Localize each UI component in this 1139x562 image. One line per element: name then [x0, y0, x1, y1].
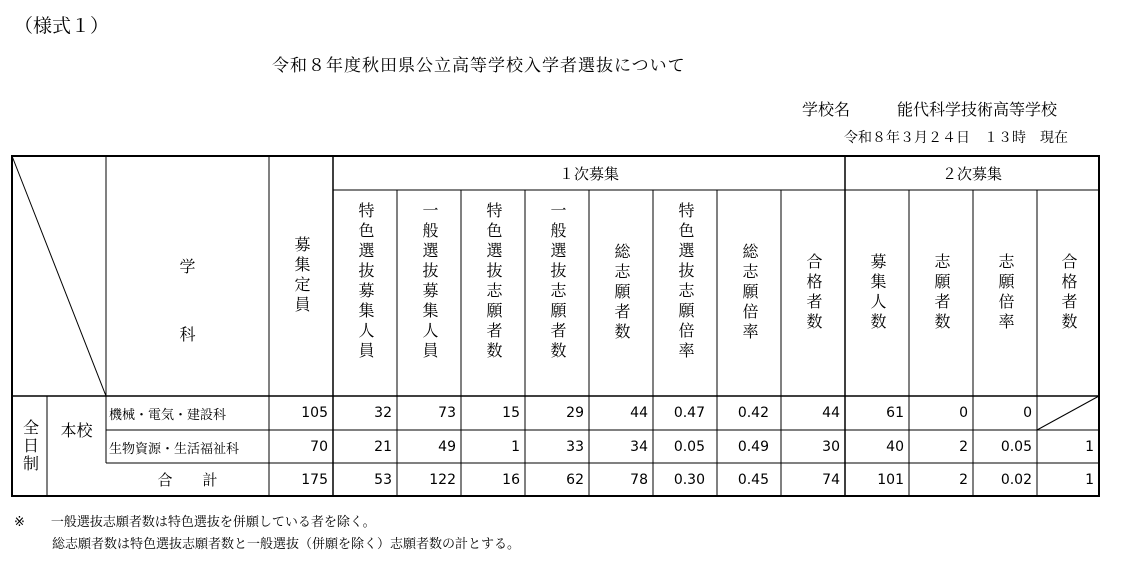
row2-first-2: 49	[438, 439, 456, 455]
row1-first-2: 73	[438, 405, 456, 421]
row1-first-3: 15	[502, 405, 520, 421]
note-2: 総志願者数は特色選抜志願者数と一般選抜（併願を除く）志願者数の計とする。	[52, 537, 521, 552]
dept-name-row2: 生物資源・生活福祉科	[109, 442, 240, 457]
first-header-6-text: 特色選抜志願倍率	[676, 202, 695, 362]
first-header-8-text: 合格者数	[804, 253, 823, 333]
first-header-2-text: 一般選抜募集人員	[420, 202, 439, 362]
row1-second-3: 0	[1023, 405, 1032, 421]
total-quota: 175	[301, 472, 328, 488]
document-title: 令和８年度秋田県公立高等学校入学者選抜について	[272, 56, 686, 76]
notes	[14, 512, 520, 556]
total-first-3: 16	[502, 472, 520, 488]
row1-first-6: 0.47	[673, 405, 705, 421]
row2-first-5: 34	[630, 439, 648, 455]
second-header-4	[1037, 190, 1099, 396]
form-label: （様式１）	[14, 15, 110, 37]
row2-second-2: 2	[959, 439, 968, 455]
row2-first-1: 21	[374, 439, 392, 455]
first-header-4-text: 一般選抜志願者数	[548, 202, 567, 362]
row1-first-5: 44	[630, 405, 648, 421]
total-label: 合 計	[157, 471, 218, 489]
second-header-2-text: 志願者数	[932, 253, 951, 333]
second-header-4-text: 合格者数	[1059, 253, 1078, 333]
second-header-3-text: 志願倍率	[996, 253, 1015, 333]
course-type: 全日制	[20, 419, 40, 473]
row2-first-8: 30	[822, 439, 840, 455]
row1-second-2: 0	[959, 405, 968, 421]
row2-second-3: 0.05	[1000, 439, 1032, 455]
school-name: 能代科学技術高等学校	[897, 100, 1058, 119]
row2-second-1: 40	[886, 439, 904, 455]
row1-first-1: 32	[374, 405, 392, 421]
campus-label: 本校	[60, 421, 93, 440]
second-header-1	[845, 190, 909, 396]
first-header-5	[589, 190, 653, 396]
total-first-2: 122	[429, 472, 456, 488]
first-header-8	[781, 190, 845, 396]
total-second-4: 1	[1085, 472, 1094, 488]
dept-header-top: 学	[179, 256, 196, 276]
total-first-1: 53	[374, 472, 392, 488]
total-first-5: 78	[630, 472, 648, 488]
row2-first-7: 0.49	[737, 439, 769, 455]
row1-quota: 105	[301, 405, 328, 421]
group-header-first: １次募集	[558, 164, 619, 183]
total-first-6: 0.30	[673, 472, 705, 488]
quota-header	[269, 156, 333, 396]
second-header-1-text: 募集人数	[868, 253, 887, 333]
note-1: ※ 一般選抜志願者数は特色選抜を併願している者を除く。	[14, 515, 376, 530]
first-header-7-text: 総志願倍率	[740, 243, 759, 343]
first-header-3-text: 特色選抜志願者数	[484, 202, 503, 362]
total-second-1: 101	[877, 472, 904, 488]
second-header-2	[909, 190, 973, 396]
first-header-4	[525, 190, 589, 396]
row2-first-4: 33	[566, 439, 584, 455]
first-header-5-text: 総志願者数	[612, 243, 631, 343]
row2-quota: 70	[310, 439, 328, 455]
row1-first-7: 0.42	[737, 405, 769, 421]
row1-second-1: 61	[886, 405, 904, 421]
row1-first-8: 44	[822, 405, 840, 421]
total-second-2: 2	[959, 472, 968, 488]
row2-first-3: 1	[511, 439, 520, 455]
total-first-4: 62	[566, 472, 584, 488]
total-first-7: 0.45	[737, 472, 769, 488]
first-header-7	[717, 190, 781, 396]
quota-header-text: 募集定員	[292, 236, 311, 316]
as-of-date: 令和８年３月２４日 １３時 現在	[844, 130, 1068, 146]
school-label: 学校名	[802, 100, 851, 119]
dept-header-bottom: 科	[179, 324, 196, 344]
row2-first-6: 0.05	[673, 439, 705, 455]
course-type-cell	[12, 396, 47, 496]
row1-first-4: 29	[566, 405, 584, 421]
first-header-1	[333, 190, 397, 396]
first-header-1-text: 特色選抜募集人員	[356, 202, 375, 362]
row2-second-4: 1	[1085, 439, 1094, 455]
first-header-6	[653, 190, 717, 396]
dept-name-row1: 機械・電気・建設科	[109, 408, 227, 423]
first-header-2	[397, 190, 461, 396]
total-first-8: 74	[822, 472, 840, 488]
group-header-second: ２次募集	[941, 164, 1002, 183]
total-second-3: 0.02	[1000, 472, 1032, 488]
first-header-3	[461, 190, 525, 396]
second-header-3	[973, 190, 1037, 396]
